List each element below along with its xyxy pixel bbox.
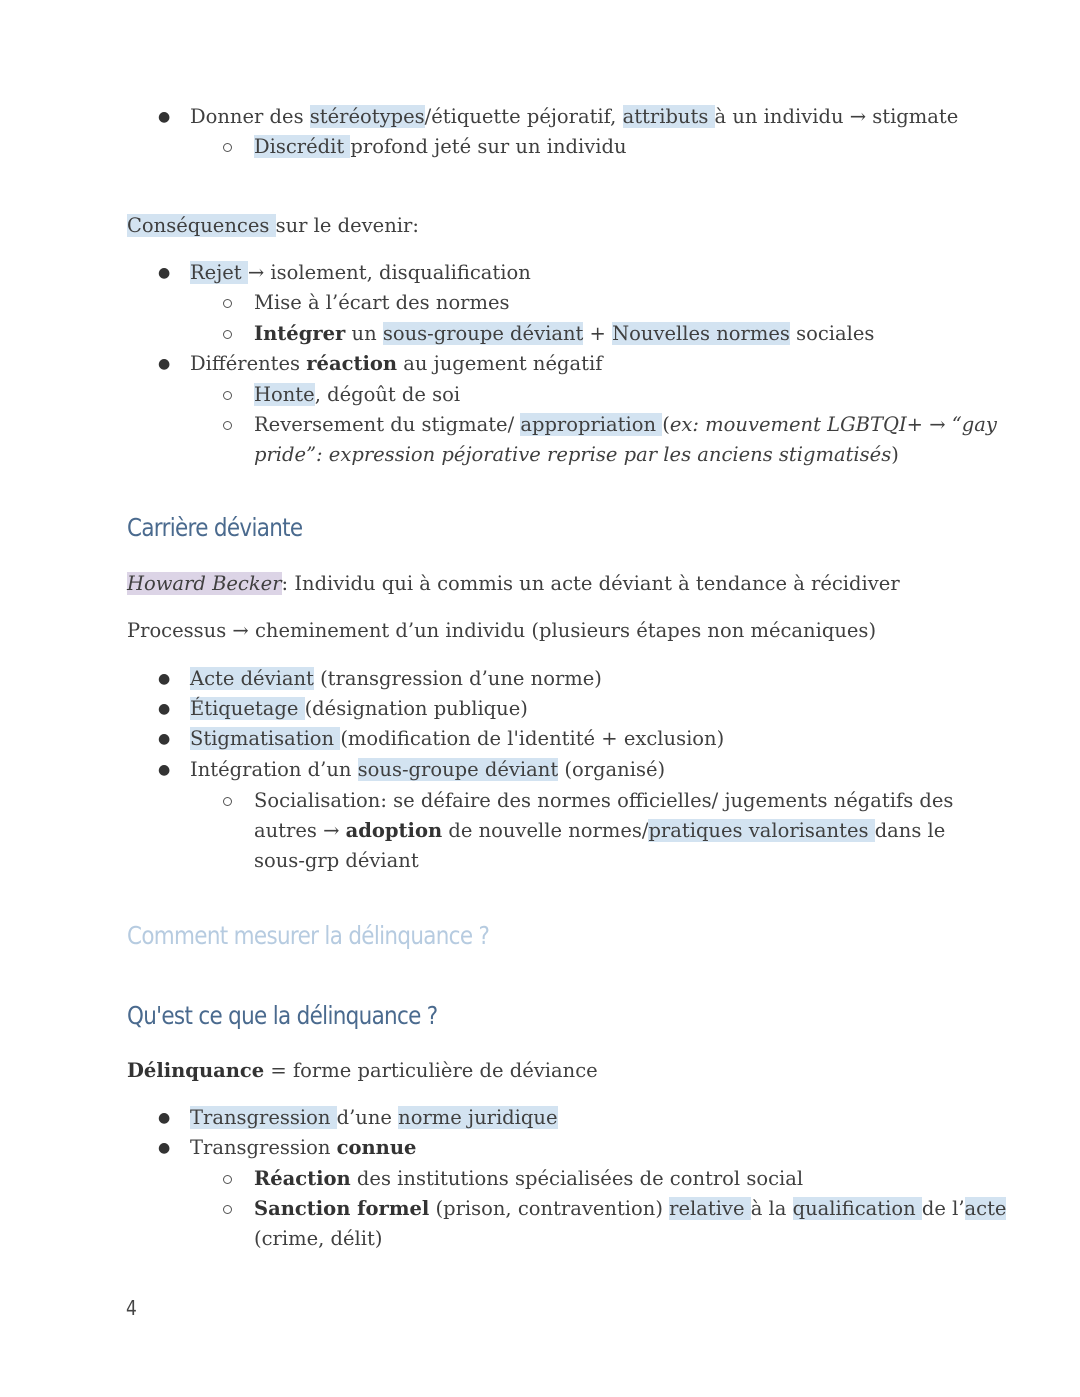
- bullet-circle: [223, 143, 232, 152]
- text-line: [254, 1224, 382, 1254]
- highlighted-term: Étiquetage: [190, 697, 305, 720]
- bullet-circle: [223, 330, 232, 339]
- text-line: [190, 349, 602, 379]
- text-line: [254, 440, 899, 470]
- text-segment: (organisé): [558, 758, 666, 781]
- bold-term: Intégrer: [254, 322, 346, 345]
- bullet-circle: [223, 299, 232, 308]
- text-line: [127, 616, 876, 646]
- text-line: [190, 1103, 558, 1133]
- text-segment: profond jeté sur un individu: [350, 135, 627, 158]
- text-line: [190, 694, 528, 724]
- text-segment: ): [891, 443, 899, 466]
- bullet-circle: [223, 1175, 232, 1184]
- text-segment: , dégoût de soi: [314, 383, 461, 406]
- italic-example: pride”: expression péjorative reprise par les anciens stigmatisés: [254, 443, 892, 466]
- text-segment: (transgression d’une norme): [313, 667, 602, 690]
- text-line: [190, 102, 958, 132]
- heading-quest-ce-que-delinquance: Qu'est ce que la délinquance ?: [127, 1001, 438, 1030]
- text-segment: de l’: [921, 1197, 965, 1220]
- highlighted-term: Transgression: [190, 1106, 337, 1129]
- highlighted-term: Conséquences: [127, 214, 276, 237]
- bullet-dot: ●: [158, 356, 171, 372]
- bullet-circle: [223, 391, 232, 400]
- italic-example: ex: mouvement LGBTQI+ → “gay: [669, 413, 997, 436]
- text-line: [127, 569, 900, 599]
- text-segment: un: [345, 322, 383, 345]
- text-line: [254, 1194, 1006, 1224]
- highlighted-term: sous-groupe déviant: [382, 322, 584, 345]
- bold-term: Délinquance: [127, 1059, 265, 1082]
- text-segment: (désignation publique): [304, 697, 528, 720]
- bold-term: connue: [336, 1136, 417, 1159]
- bullet-dot: ●: [158, 731, 171, 747]
- text-line: [127, 211, 419, 241]
- text-segment: sociales: [789, 322, 875, 345]
- author-name: Howard Becker: [127, 572, 282, 595]
- text-segment: (: [662, 413, 670, 436]
- highlighted-term: qualification: [792, 1197, 922, 1220]
- text-segment: d’une: [336, 1106, 399, 1129]
- heading-mesurer-delinquance: Comment mesurer la délinquance ?: [127, 921, 490, 950]
- bullet-dot: ●: [158, 265, 171, 281]
- highlighted-term: sous-groupe déviant: [357, 758, 559, 781]
- highlighted-term: stéréotypes: [309, 105, 425, 128]
- text-segment: autres →: [254, 819, 346, 842]
- highlighted-term: acte: [964, 1197, 1007, 1220]
- text-segment: Intégration d’un: [190, 758, 358, 781]
- highlighted-term: valorisantes: [748, 819, 875, 842]
- bullet-dot: ●: [158, 671, 171, 687]
- highlighted-term: Nouvelles normes: [612, 322, 790, 345]
- text-line: [254, 846, 419, 876]
- text-segment: +: [583, 322, 613, 345]
- text-segment: Reversement du stigmate/: [254, 413, 521, 436]
- text-segment: Mise à l’écart des normes: [254, 291, 510, 314]
- text-line: [254, 816, 945, 846]
- text-line: [190, 1133, 416, 1163]
- bullet-dot: ●: [158, 701, 171, 717]
- highlighted-term: norme juridique: [398, 1106, 558, 1129]
- text-segment: à un individu → stigmate: [714, 105, 959, 128]
- text-line: [254, 132, 627, 162]
- highlighted-term: relative: [669, 1197, 751, 1220]
- heading-carriere-deviante: Carrière déviante: [127, 513, 303, 542]
- text-segment: de nouvelle normes/: [442, 819, 649, 842]
- highlighted-term: appropriation: [520, 413, 663, 436]
- highlighted-term: attributs: [622, 105, 715, 128]
- text-segment: Différentes: [190, 352, 307, 375]
- highlighted-term: Discrédit: [254, 135, 351, 158]
- highlighted-term: Rejet: [190, 261, 248, 284]
- text-segment: sous-grp déviant: [254, 849, 419, 872]
- bold-term: Sanction formel: [254, 1197, 430, 1220]
- bold-term: Réaction: [254, 1167, 351, 1190]
- bullet-circle: [223, 797, 232, 806]
- text-segment: (modification de l'identité + exclusion): [340, 727, 725, 750]
- text-line: [254, 319, 874, 349]
- text-segment: à la: [750, 1197, 793, 1220]
- text-segment: dans le: [874, 819, 946, 842]
- text-segment: Donner des: [190, 105, 310, 128]
- highlighted-term: Stigmatisation: [190, 727, 341, 750]
- text-segment: (prison, contravention): [429, 1197, 670, 1220]
- text-line: [190, 664, 602, 694]
- text-line: [254, 288, 510, 318]
- text-line: [190, 724, 724, 754]
- text-line: [254, 1164, 803, 1194]
- text-line: [254, 410, 997, 440]
- page-number: 4: [126, 1296, 137, 1320]
- highlighted-term: pratiques: [648, 819, 749, 842]
- highlighted-term: Acte déviant: [190, 667, 314, 690]
- highlighted-term: Honte: [254, 383, 315, 406]
- text-line: [127, 1056, 598, 1086]
- bullet-dot: ●: [158, 762, 171, 778]
- bullet-dot: ●: [158, 1140, 171, 1156]
- text-segment: → isolement, disqualification: [247, 261, 531, 284]
- text-segment: (crime, délit): [254, 1227, 383, 1250]
- text-line: [254, 786, 953, 816]
- text-line: [190, 258, 531, 288]
- text-segment: sur le devenir:: [275, 214, 419, 237]
- text-segment: des institutions spécialisées de control social: [350, 1167, 804, 1190]
- text-segment: = forme particulière de déviance: [264, 1059, 598, 1082]
- text-segment: Transgression: [190, 1136, 337, 1159]
- text-line: [254, 380, 460, 410]
- bullet-circle: [223, 1205, 232, 1214]
- bullet-dot: ●: [158, 109, 171, 125]
- bold-term: réaction: [306, 352, 398, 375]
- bullet-circle: [223, 421, 232, 430]
- bold-term: adoption: [345, 819, 443, 842]
- text-segment: /étiquette péjoratif,: [424, 105, 623, 128]
- bullet-dot: ●: [158, 1110, 171, 1126]
- text-line: [190, 755, 665, 785]
- text-segment: au jugement négatif: [397, 352, 603, 375]
- text-segment: : Individu qui à commis un acte déviant à tendance à récidiver: [281, 572, 900, 595]
- text-segment: Processus → cheminement d’un individu (plusieurs étapes non mécaniques): [127, 619, 877, 642]
- text-segment: Socialisation: se défaire des normes officielles/ jugements négatifs des: [254, 789, 954, 812]
